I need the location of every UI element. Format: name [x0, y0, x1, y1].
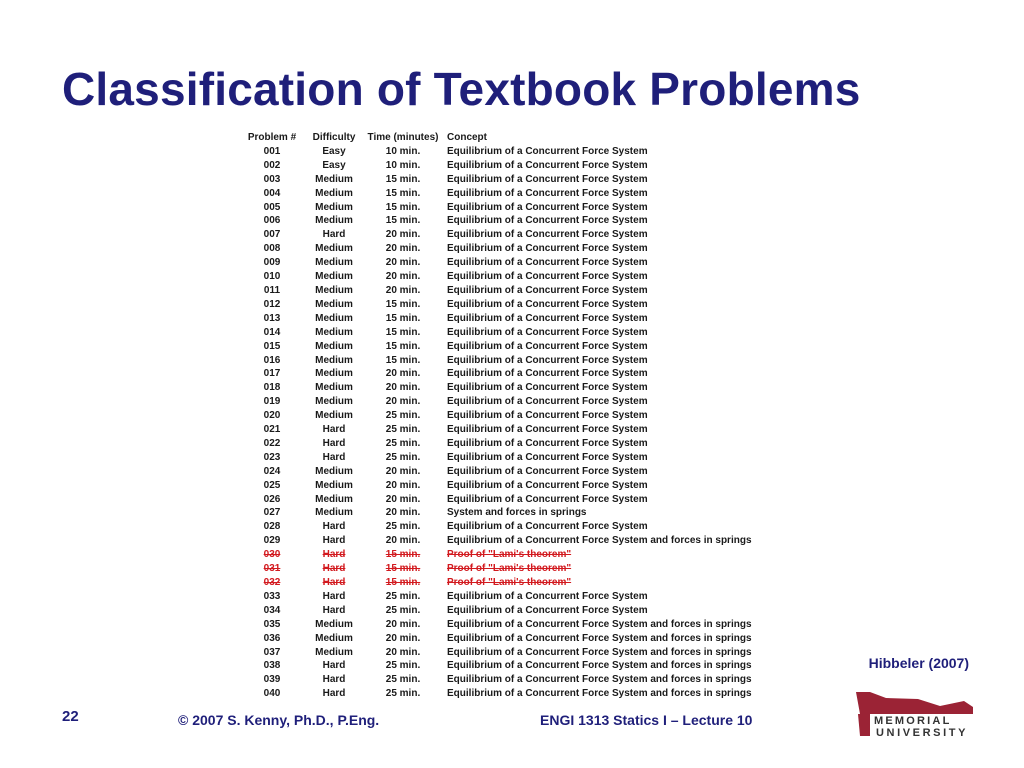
cell-time: 15 min.	[385, 187, 421, 199]
table-row	[238, 312, 787, 326]
cell-difficulty: Medium	[315, 271, 353, 283]
table-row	[238, 270, 787, 284]
course-label: ENGI 1313 Statics I – Lecture 10	[540, 712, 753, 728]
table-row	[238, 687, 787, 701]
cell-problem-number: 020	[263, 410, 281, 422]
cell-time: 20 min.	[385, 382, 421, 394]
cell-concept: Equilibrium of a Concurrent Force System	[447, 243, 648, 255]
cell-time: 20 min.	[385, 465, 421, 477]
cell-problem-number: 018	[263, 382, 281, 394]
cell-problem-number: 022	[263, 437, 281, 449]
cell-difficulty: Medium	[315, 257, 353, 269]
cell-problem-number: 036	[263, 632, 281, 644]
cell-difficulty: Medium	[315, 618, 353, 630]
cell-difficulty: Hard	[322, 424, 346, 436]
cell-difficulty: Medium	[315, 465, 353, 477]
cell-difficulty: Medium	[315, 173, 353, 185]
slide-title: Classification of Textbook Problems	[62, 63, 861, 115]
table-body	[238, 145, 787, 701]
cell-problem-number: 040	[263, 688, 281, 700]
table-row	[238, 479, 787, 493]
cell-problem-number: 024	[263, 465, 281, 477]
cell-concept: Equilibrium of a Concurrent Force System	[447, 271, 648, 283]
table-row	[238, 187, 787, 201]
table-header-row	[238, 131, 787, 145]
table-row	[238, 214, 787, 228]
cell-difficulty: Hard	[322, 660, 346, 672]
cell-difficulty: Medium	[315, 326, 353, 338]
table-row	[238, 284, 787, 298]
cell-problem-number: 011	[263, 284, 281, 296]
cell-difficulty: Medium	[315, 284, 353, 296]
cell-difficulty: Medium	[315, 298, 353, 310]
cell-difficulty: Medium	[315, 340, 353, 352]
cell-problem-number: 023	[263, 451, 281, 463]
cell-concept: Equilibrium of a Concurrent Force System	[447, 354, 648, 366]
table-row	[238, 437, 787, 451]
cell-problem-number: 030	[263, 549, 281, 561]
cell-time: 15 min.	[385, 201, 421, 213]
cell-difficulty: Hard	[322, 549, 346, 561]
cell-difficulty: Hard	[322, 229, 346, 241]
cell-time: 15 min.	[385, 298, 421, 310]
cell-difficulty: Medium	[315, 507, 353, 519]
cell-difficulty: Medium	[315, 354, 353, 366]
cell-time: 20 min.	[385, 493, 421, 505]
cell-difficulty: Medium	[315, 396, 353, 408]
cell-concept: Equilibrium of a Concurrent Force System and forces in springs	[447, 632, 752, 644]
cell-time: 25 min.	[385, 451, 421, 463]
problem-table	[238, 131, 787, 701]
cell-concept: Equilibrium of a Concurrent Force System	[447, 215, 648, 227]
cell-concept: Proof of "Lami's theorem"	[447, 577, 572, 588]
table-row	[238, 381, 787, 395]
cell-difficulty: Medium	[315, 493, 353, 505]
cell-difficulty: Medium	[315, 646, 353, 658]
table-row	[238, 326, 787, 340]
cell-concept: Equilibrium of a Concurrent Force System	[447, 201, 648, 213]
cell-difficulty: Medium	[315, 410, 353, 422]
cell-concept: Equilibrium of a Concurrent Force System	[447, 410, 648, 422]
slide-number: 22	[62, 708, 79, 725]
logo-line-1: MEMORIAL	[874, 715, 952, 727]
cell-problem-number: 002	[263, 159, 281, 171]
cell-concept: Equilibrium of a Concurrent Force System	[447, 590, 648, 602]
cell-concept: Equilibrium of a Concurrent Force System	[447, 187, 648, 199]
cell-time: 25 min.	[385, 688, 421, 700]
cell-problem-number: 021	[263, 424, 281, 436]
table-row	[238, 409, 787, 423]
table-row	[238, 506, 787, 520]
cell-problem-number: 027	[263, 507, 281, 519]
cell-problem-number: 028	[263, 521, 281, 533]
cell-difficulty: Medium	[315, 187, 353, 199]
table-row	[238, 159, 787, 173]
cell-concept: Equilibrium of a Concurrent Force System	[447, 298, 648, 310]
cell-problem-number: 001	[263, 145, 281, 157]
cell-difficulty: Hard	[322, 451, 346, 463]
cell-problem-number: 039	[263, 674, 281, 686]
cell-concept: Equilibrium of a Concurrent Force System	[447, 604, 648, 616]
cell-time: 20 min.	[385, 479, 421, 491]
cell-problem-number: 019	[263, 396, 281, 408]
cell-concept: Equilibrium of a Concurrent Force System	[447, 382, 648, 394]
table-header	[238, 131, 787, 145]
cell-concept: Equilibrium of a Concurrent Force System and forces in springs	[447, 674, 752, 686]
cell-concept: Proof of "Lami's theorem"	[447, 563, 572, 575]
cell-difficulty: Medium	[315, 312, 353, 324]
cell-problem-number: 033	[263, 590, 281, 602]
cell-time: 15 min.	[385, 549, 421, 561]
cell-time: 20 min.	[385, 396, 421, 408]
table-row	[238, 534, 787, 548]
cell-difficulty: Hard	[322, 577, 346, 588]
cell-concept: Equilibrium of a Concurrent Force System	[447, 284, 648, 296]
table-row	[238, 576, 787, 590]
cell-difficulty: Medium	[315, 215, 353, 227]
cell-problem-number: 026	[263, 493, 281, 505]
table-row	[238, 242, 787, 256]
cell-problem-number: 007	[263, 229, 281, 241]
cell-problem-number: 013	[263, 312, 281, 324]
header-problem-number: Problem #	[247, 132, 297, 143]
cell-concept: Equilibrium of a Concurrent Force System	[447, 326, 648, 338]
cell-problem-number: 029	[263, 535, 281, 547]
cell-problem-number: 008	[263, 243, 281, 255]
cell-time: 15 min.	[385, 312, 421, 324]
table-row	[238, 659, 787, 673]
cell-problem-number: 032	[263, 577, 281, 588]
cell-time: 25 min.	[385, 424, 421, 436]
cell-concept: Equilibrium of a Concurrent Force System	[447, 229, 648, 241]
cell-time: 15 min.	[385, 173, 421, 185]
cell-difficulty: Medium	[315, 479, 353, 491]
cell-difficulty: Medium	[315, 368, 353, 380]
cell-concept: Equilibrium of a Concurrent Force System	[447, 368, 648, 380]
cell-problem-number: 010	[263, 271, 281, 283]
cell-problem-number: 012	[263, 298, 281, 310]
cell-time: 20 min.	[385, 507, 421, 519]
table-row	[238, 465, 787, 479]
table-row	[238, 256, 787, 270]
table-row	[238, 354, 787, 368]
cell-concept: Equilibrium of a Concurrent Force System and forces in springs	[447, 646, 752, 658]
table-row	[238, 604, 787, 618]
cell-concept: Equilibrium of a Concurrent Force System	[447, 465, 648, 477]
cell-concept: Equilibrium of a Concurrent Force System	[447, 493, 648, 505]
cell-problem-number: 035	[263, 618, 281, 630]
cell-time: 25 min.	[385, 521, 421, 533]
cell-time: 10 min.	[385, 145, 421, 157]
cell-time: 20 min.	[385, 368, 421, 380]
cell-time: 20 min.	[385, 257, 421, 269]
header-concept: Concept	[447, 132, 487, 143]
cell-time: 20 min.	[385, 646, 421, 658]
cell-difficulty: Medium	[315, 201, 353, 213]
cell-concept: Equilibrium of a Concurrent Force System	[447, 451, 648, 463]
cell-problem-number: 015	[263, 340, 281, 352]
cell-concept: Proof of "Lami's theorem"	[447, 549, 572, 561]
cell-concept: Equilibrium of a Concurrent Force System	[447, 437, 648, 449]
memorial-university-logo	[856, 690, 974, 742]
cell-time: 25 min.	[385, 590, 421, 602]
cell-concept: Equilibrium of a Concurrent Force System and forces in springs	[447, 618, 752, 630]
cell-difficulty: Hard	[322, 535, 346, 547]
cell-time: 15 min.	[385, 577, 421, 588]
cell-problem-number: 031	[263, 563, 281, 575]
cell-concept: Equilibrium of a Concurrent Force System	[447, 396, 648, 408]
cell-concept: Equilibrium of a Concurrent Force System	[447, 340, 648, 352]
cell-time: 20 min.	[385, 229, 421, 241]
cell-difficulty: Hard	[322, 604, 346, 616]
cell-time: 25 min.	[385, 674, 421, 686]
table-row	[238, 228, 787, 242]
cell-time: 20 min.	[385, 632, 421, 644]
cell-problem-number: 004	[263, 187, 281, 199]
cell-problem-number: 034	[263, 604, 281, 616]
cell-time: 20 min.	[385, 618, 421, 630]
table-row	[238, 646, 787, 660]
cell-difficulty: Hard	[322, 674, 346, 686]
citation: Hibbeler (2007)	[868, 655, 969, 671]
cell-problem-number: 016	[263, 354, 281, 366]
table-row	[238, 493, 787, 507]
table-row	[238, 340, 787, 354]
cell-difficulty: Medium	[315, 243, 353, 255]
cell-concept: Equilibrium of a Concurrent Force System	[447, 145, 648, 157]
cell-problem-number: 014	[263, 326, 281, 338]
cell-time: 20 min.	[385, 535, 421, 547]
cell-concept: Equilibrium of a Concurrent Force System	[447, 173, 648, 185]
cell-difficulty: Easy	[322, 159, 346, 171]
table-row	[238, 618, 787, 632]
cell-concept: Equilibrium of a Concurrent Force System	[447, 312, 648, 324]
cell-concept: Equilibrium of a Concurrent Force System	[447, 424, 648, 436]
cell-time: 15 min.	[385, 563, 421, 575]
cell-concept: Equilibrium of a Concurrent Force System and forces in springs	[447, 535, 752, 547]
cell-time: 10 min.	[385, 159, 421, 171]
table-row	[238, 395, 787, 409]
cell-difficulty: Hard	[322, 521, 346, 533]
cell-time: 15 min.	[385, 340, 421, 352]
cell-time: 15 min.	[385, 354, 421, 366]
cell-time: 25 min.	[385, 410, 421, 422]
cell-time: 25 min.	[385, 604, 421, 616]
cell-concept: Equilibrium of a Concurrent Force System	[447, 159, 648, 171]
table-row	[238, 451, 787, 465]
cell-concept: Equilibrium of a Concurrent Force System	[447, 257, 648, 269]
cell-concept: Equilibrium of a Concurrent Force System	[447, 479, 648, 491]
cell-time: 20 min.	[385, 284, 421, 296]
table-row	[238, 590, 787, 604]
cell-time: 25 min.	[385, 660, 421, 672]
cell-difficulty: Medium	[315, 382, 353, 394]
cell-difficulty: Easy	[322, 145, 346, 157]
cell-problem-number: 017	[263, 368, 281, 380]
cell-problem-number: 009	[263, 257, 281, 269]
cell-concept: Equilibrium of a Concurrent Force System and forces in springs	[447, 660, 752, 672]
cell-difficulty: Hard	[322, 688, 346, 700]
table-row	[238, 548, 787, 562]
cell-difficulty: Hard	[322, 590, 346, 602]
cell-concept: Equilibrium of a Concurrent Force System	[447, 521, 648, 533]
cell-concept: Equilibrium of a Concurrent Force System and forces in springs	[447, 688, 752, 700]
cell-time: 15 min.	[385, 215, 421, 227]
cell-problem-number: 003	[263, 173, 281, 185]
table-row	[238, 145, 787, 159]
cell-problem-number: 038	[263, 660, 281, 672]
cell-problem-number: 037	[263, 646, 281, 658]
cell-time: 15 min.	[385, 326, 421, 338]
table-row	[238, 367, 787, 381]
header-time: Time (minutes)	[367, 132, 439, 143]
cell-problem-number: 005	[263, 201, 281, 213]
logo-line-2: UNIVERSITY	[876, 727, 969, 739]
cell-problem-number: 006	[263, 215, 281, 227]
cell-difficulty: Hard	[322, 437, 346, 449]
cell-time: 20 min.	[385, 243, 421, 255]
cell-time: 25 min.	[385, 437, 421, 449]
table-row	[238, 298, 787, 312]
table-row	[238, 173, 787, 187]
cell-concept: System and forces in springs	[447, 507, 587, 519]
table-row	[238, 423, 787, 437]
copyright-notice: © 2007 S. Kenny, Ph.D., P.Eng.	[178, 712, 380, 728]
cell-time: 20 min.	[385, 271, 421, 283]
table-row	[238, 632, 787, 646]
table-row	[238, 673, 787, 687]
table-row	[238, 201, 787, 215]
table-row	[238, 520, 787, 534]
header-difficulty: Difficulty	[312, 132, 356, 143]
table-row	[238, 562, 787, 576]
cell-difficulty: Hard	[322, 563, 346, 575]
cell-problem-number: 025	[263, 479, 281, 491]
cell-difficulty: Medium	[315, 632, 353, 644]
